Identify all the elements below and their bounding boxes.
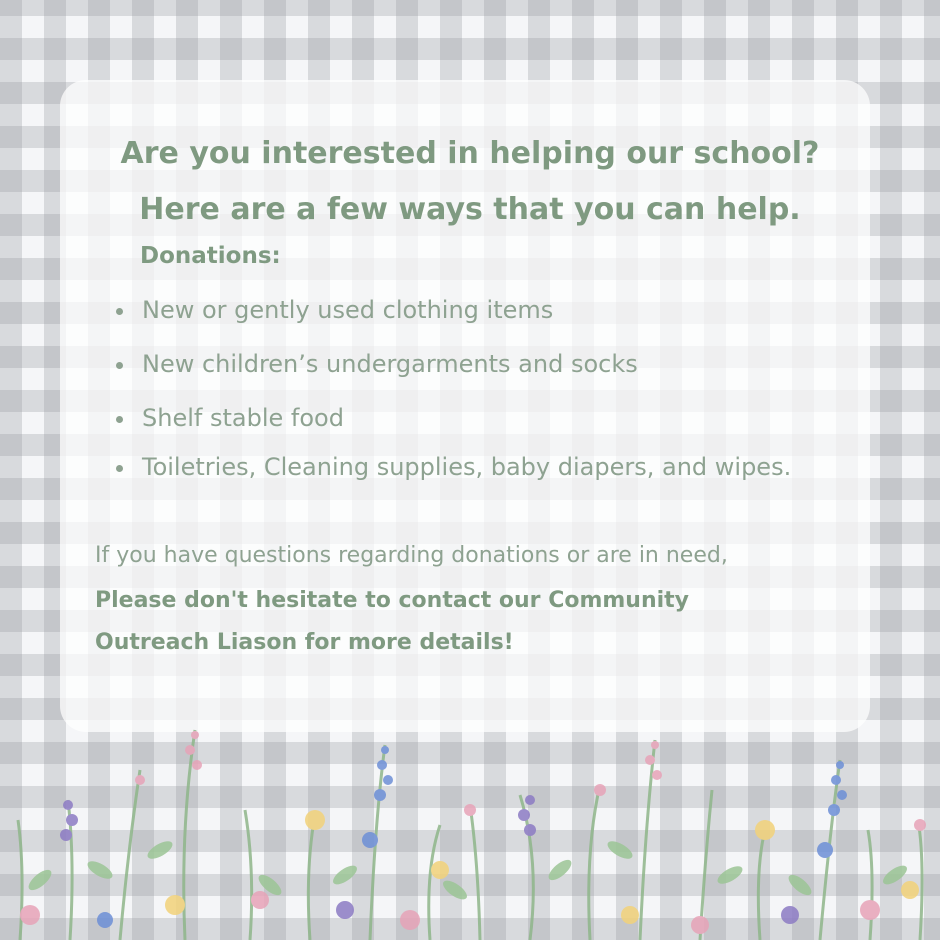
list-item: New or gently used clothing items <box>142 296 554 324</box>
list-item: New children’s undergarments and socks <box>142 350 638 378</box>
donations-label: Donations: <box>140 243 281 269</box>
contact-line-2: Please don't hesitate to contact our Community <box>95 588 690 613</box>
wildflower-border <box>0 700 940 940</box>
heading-line-1: Are you interested in helping our school? <box>120 136 820 171</box>
list-item: Toiletries, Cleaning supplies, baby diapers, and wipes. <box>142 453 792 481</box>
contact-line-3: Outreach Liason for more details! <box>95 630 514 655</box>
heading-line-2: Here are a few ways that you can help. <box>139 192 801 227</box>
list-item: Shelf stable food <box>142 404 344 432</box>
contact-line-1: If you have questions regarding donations or are in need, <box>95 543 728 568</box>
